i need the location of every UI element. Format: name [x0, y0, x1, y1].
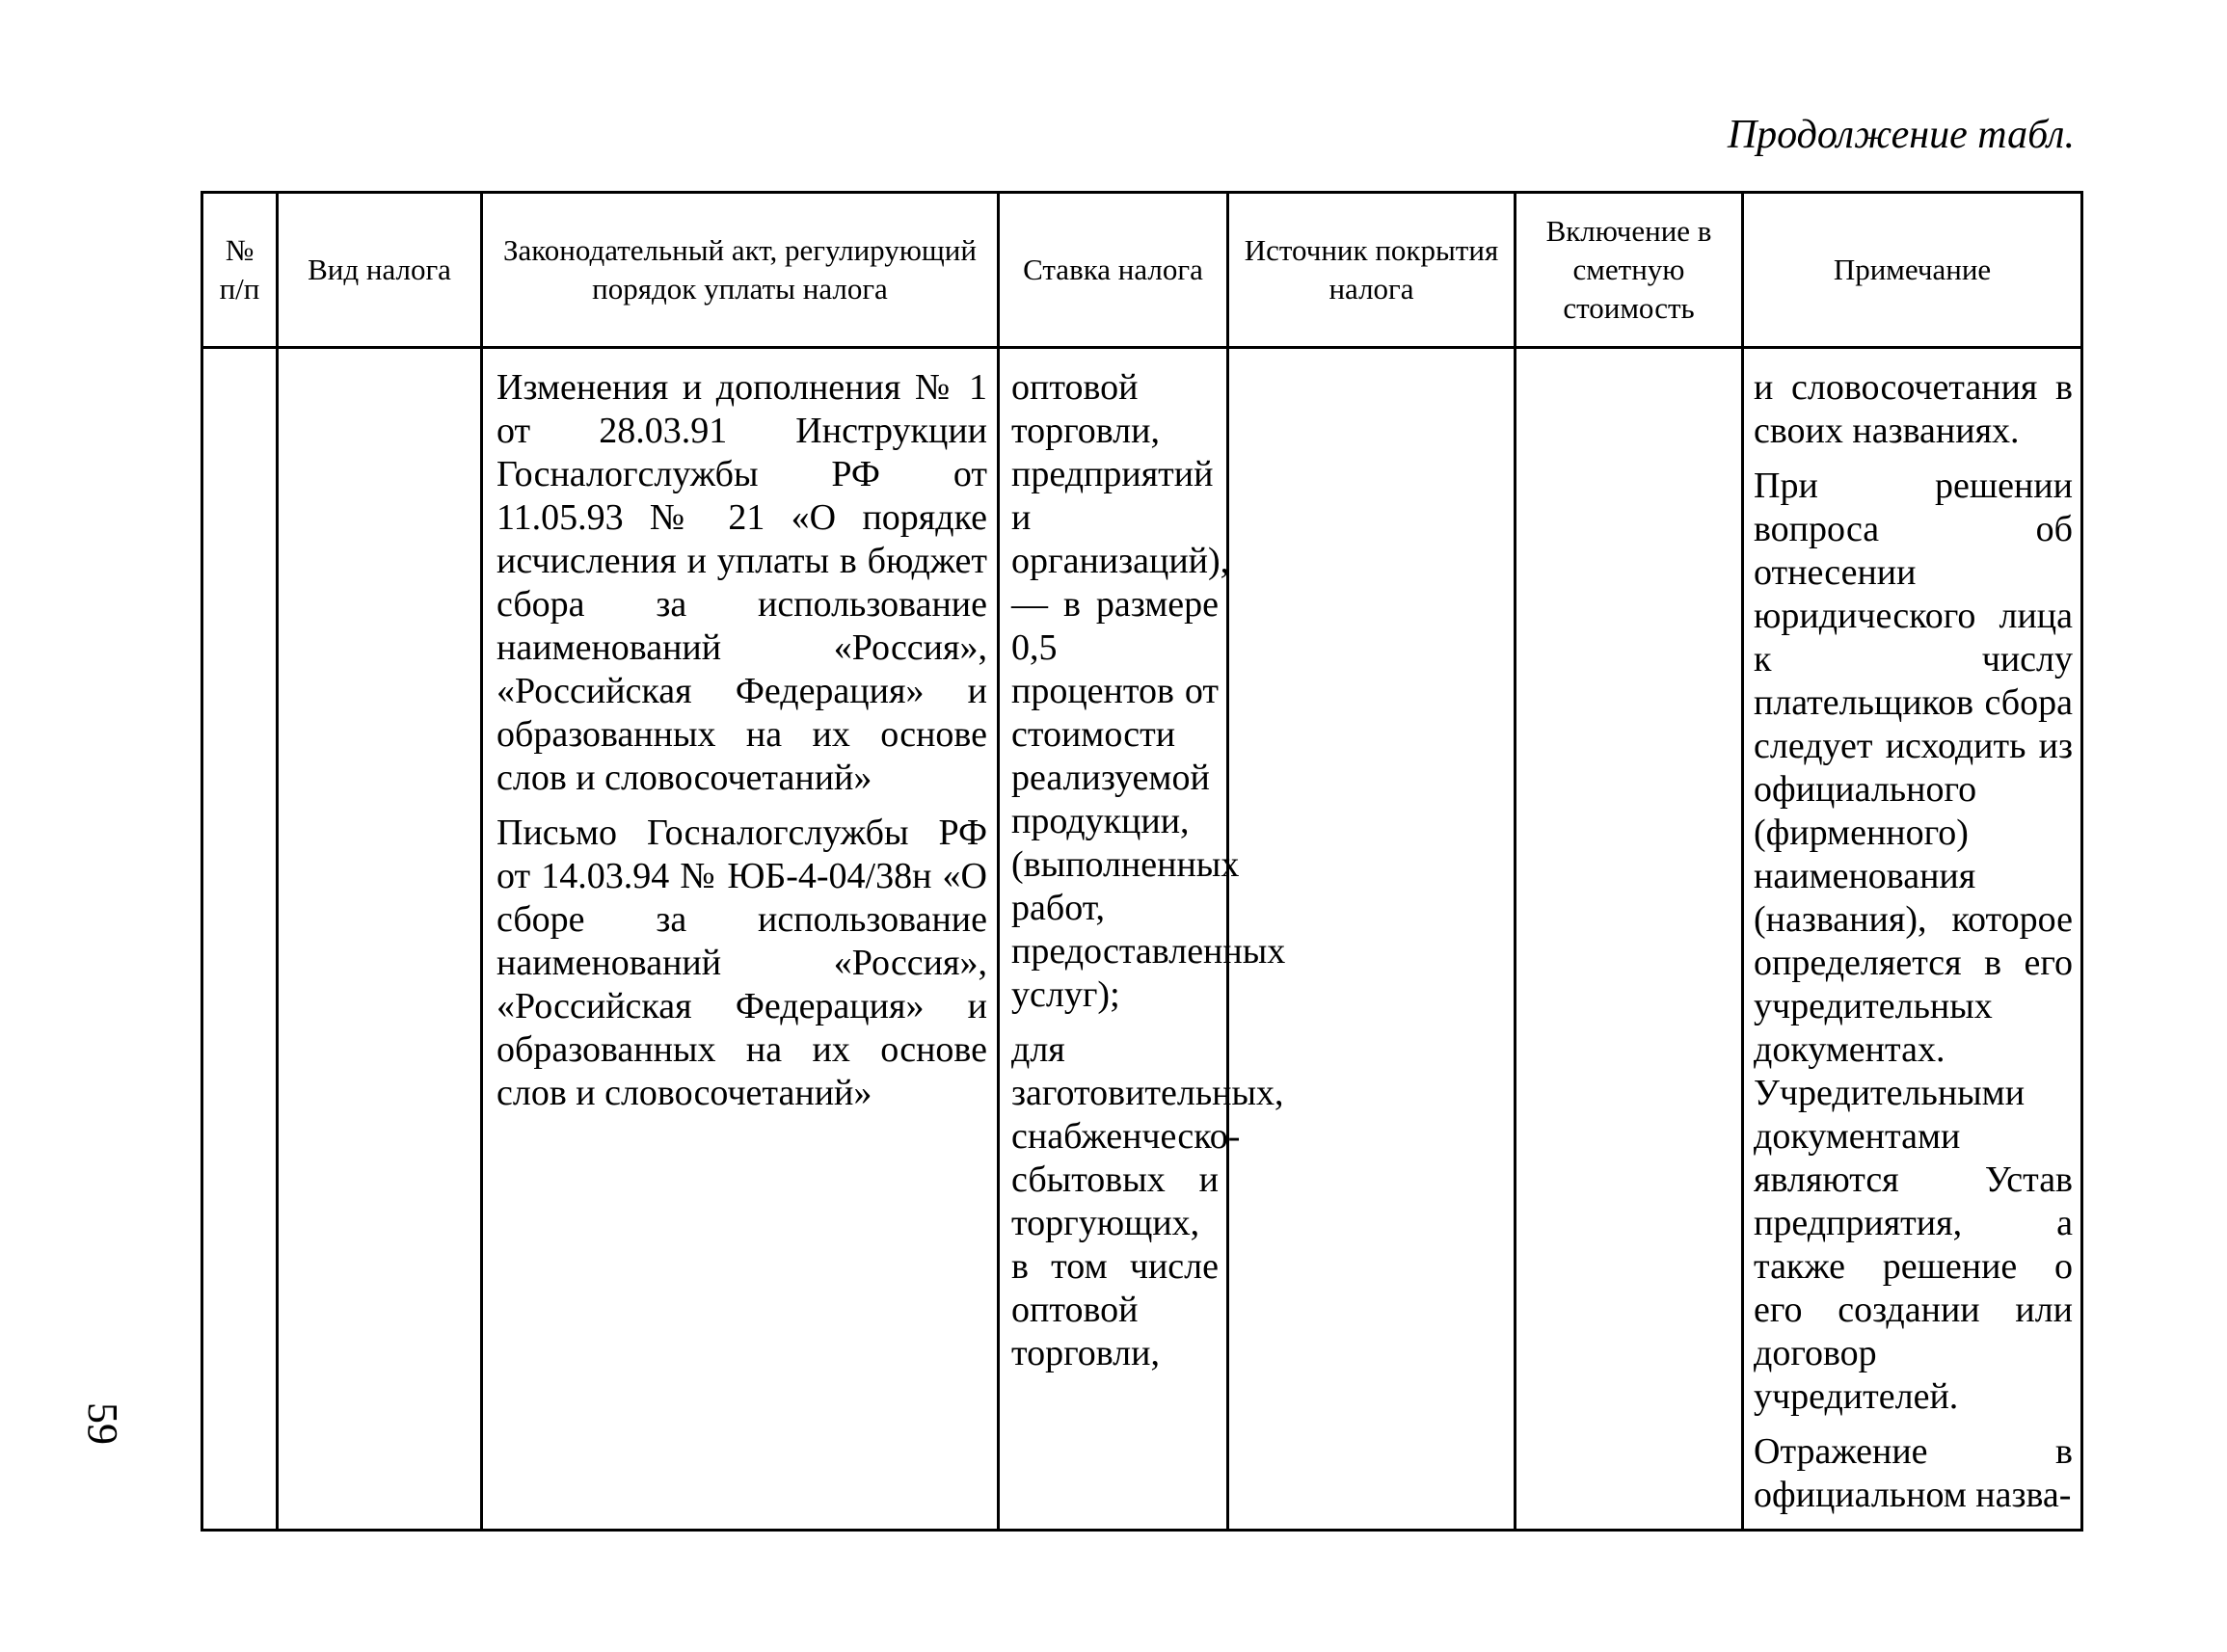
cell-legislative-act: [482, 348, 999, 1531]
header-estimate-inclusion: Включение в сметную стоимость: [1516, 193, 1743, 348]
act-paragraph: Изменения и дополнения № 1 от 28.03.91 Инструкции Госналогслужбы РФ от 11.05.93 № 21 «О порядке исчисления и уплаты в бюджет сбора за использование наименований «Россия», «Российская Федерация» и образованных на их основе слов и словосочетаний»: [496, 367, 987, 798]
cell-tax-rate: [999, 348, 1286, 1531]
table-row: [202, 348, 2082, 1531]
cell-estimate-inclusion: [1516, 348, 1743, 1531]
tax-table: [201, 191, 2083, 1532]
header-legislative-act: Законодательный акт, регулирующий порядок уплаты налога: [482, 193, 999, 348]
cell-number: [202, 348, 278, 1531]
note-paragraph: При решении вопроса об отнесении юридического лица к числу плательщиков сбора следует исходить из официального (фирменного) наименования (названия), которое определяется в его учредительных документах. Учредительными документами являются Устав предприятия, а также решение о его создании или договор учредителей.: [1754, 466, 2073, 1417]
page-number: 59: [79, 1402, 126, 1445]
cell-note: [1743, 348, 2082, 1531]
note-paragraph: Отражение в официальном назва-: [1754, 1431, 2073, 1515]
header-tax-kind: Вид налога: [278, 193, 482, 348]
rate-paragraph: для заготовительных, снабженческо-сбытовых и торгующих, в том числе оптовой торговли,: [1011, 1029, 1284, 1373]
header-tax-rate: Ставка налога: [999, 193, 1228, 348]
rate-paragraph: оптовой торговли, предприятий и организаций), — в размере 0,5 процентов от стоимости реализуемой продукции, (выполненных работ, предоставленных услуг);: [1011, 367, 1286, 1015]
header-note: Примечание: [1743, 193, 2082, 348]
note-paragraph: и словосочетания в своих названиях.: [1754, 367, 2073, 451]
table-header-row: [202, 193, 2082, 348]
act-paragraph: Письмо Госналогслужбы РФ от 14.03.94 № ЮБ-4-04/38н «О сборе за использование наименований «Россия», «Российская Федерация» и образованных на их основе слов и словосочетаний»: [496, 813, 987, 1113]
cell-tax-kind: [278, 348, 482, 1531]
header-number: № п/п: [202, 193, 278, 348]
table-continuation-caption: Продолжение табл.: [1727, 113, 2075, 157]
header-coverage-source: Источник покрытия налога: [1228, 193, 1516, 348]
